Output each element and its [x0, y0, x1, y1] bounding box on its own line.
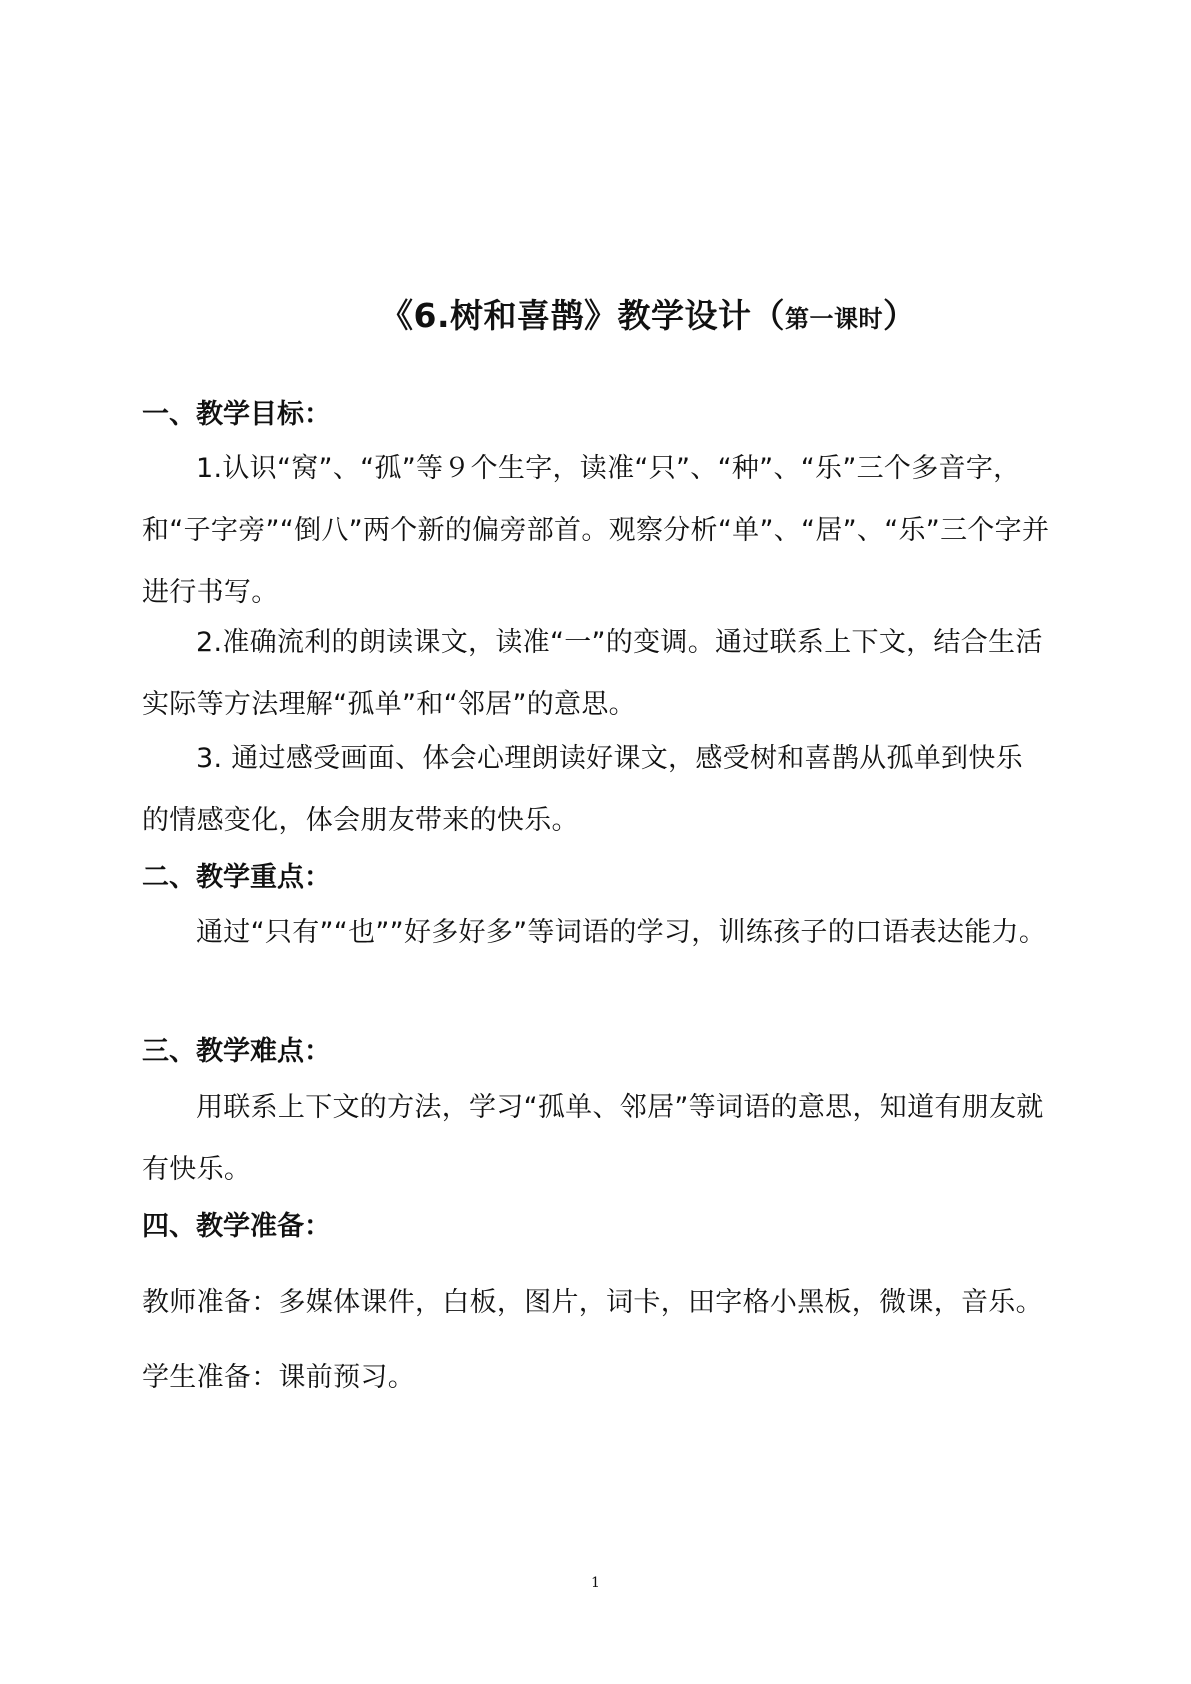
section-heading-preparation: 四、教学准备：: [142, 1211, 331, 1242]
section-heading-key-points: 二、教学重点：: [142, 862, 331, 893]
title-close: ）: [883, 296, 917, 335]
objective-paragraph-2: 2.准确流利的朗读课文，读准“一”的变调。通过联系上下文，结合生活实际等方法理解“孤单”和“邻居”的意思。: [142, 627, 1043, 720]
section-heading-objectives: 一、教学目标：: [142, 399, 331, 430]
document-title: [380, 290, 1000, 337]
difficulties-paragraph: 用联系上下文的方法，学习“孤单、邻居”等词语的意思，知道有朋友就有快乐。: [142, 1092, 1044, 1185]
objective-paragraph-1: 1.认识“窝”、“孤”等９个生字，读准“只”、“种”、“乐”三个多音字，和“子字旁”“倒八”两个新的偏旁部首。观察分析“单”、“居”、“乐”三个字并进行书写。: [142, 453, 1050, 608]
title-subtitle: 第一课时: [785, 305, 883, 333]
title-main: 《6.树和喜鹊》教学设计（: [380, 296, 785, 335]
objective-paragraph-3: 3. 通过感受画面、体会心理朗读好课文，感受树和喜鹊从孤单到快乐的情感变化，体会朋友带来的快乐。: [142, 743, 1023, 836]
key-points-paragraph: 通过“只有”“也””好多好多”等词语的学习，训练孩子的口语表达能力。: [196, 917, 1047, 948]
page-number: 1: [591, 1575, 600, 1591]
section-heading-difficulties: 三、教学难点：: [142, 1036, 331, 1067]
teacher-preparation: 教师准备：多媒体课件，白板，图片，词卡，田字格小黑板，微课，音乐。: [142, 1287, 1043, 1318]
student-preparation: 学生准备：课前预习。: [142, 1362, 415, 1393]
